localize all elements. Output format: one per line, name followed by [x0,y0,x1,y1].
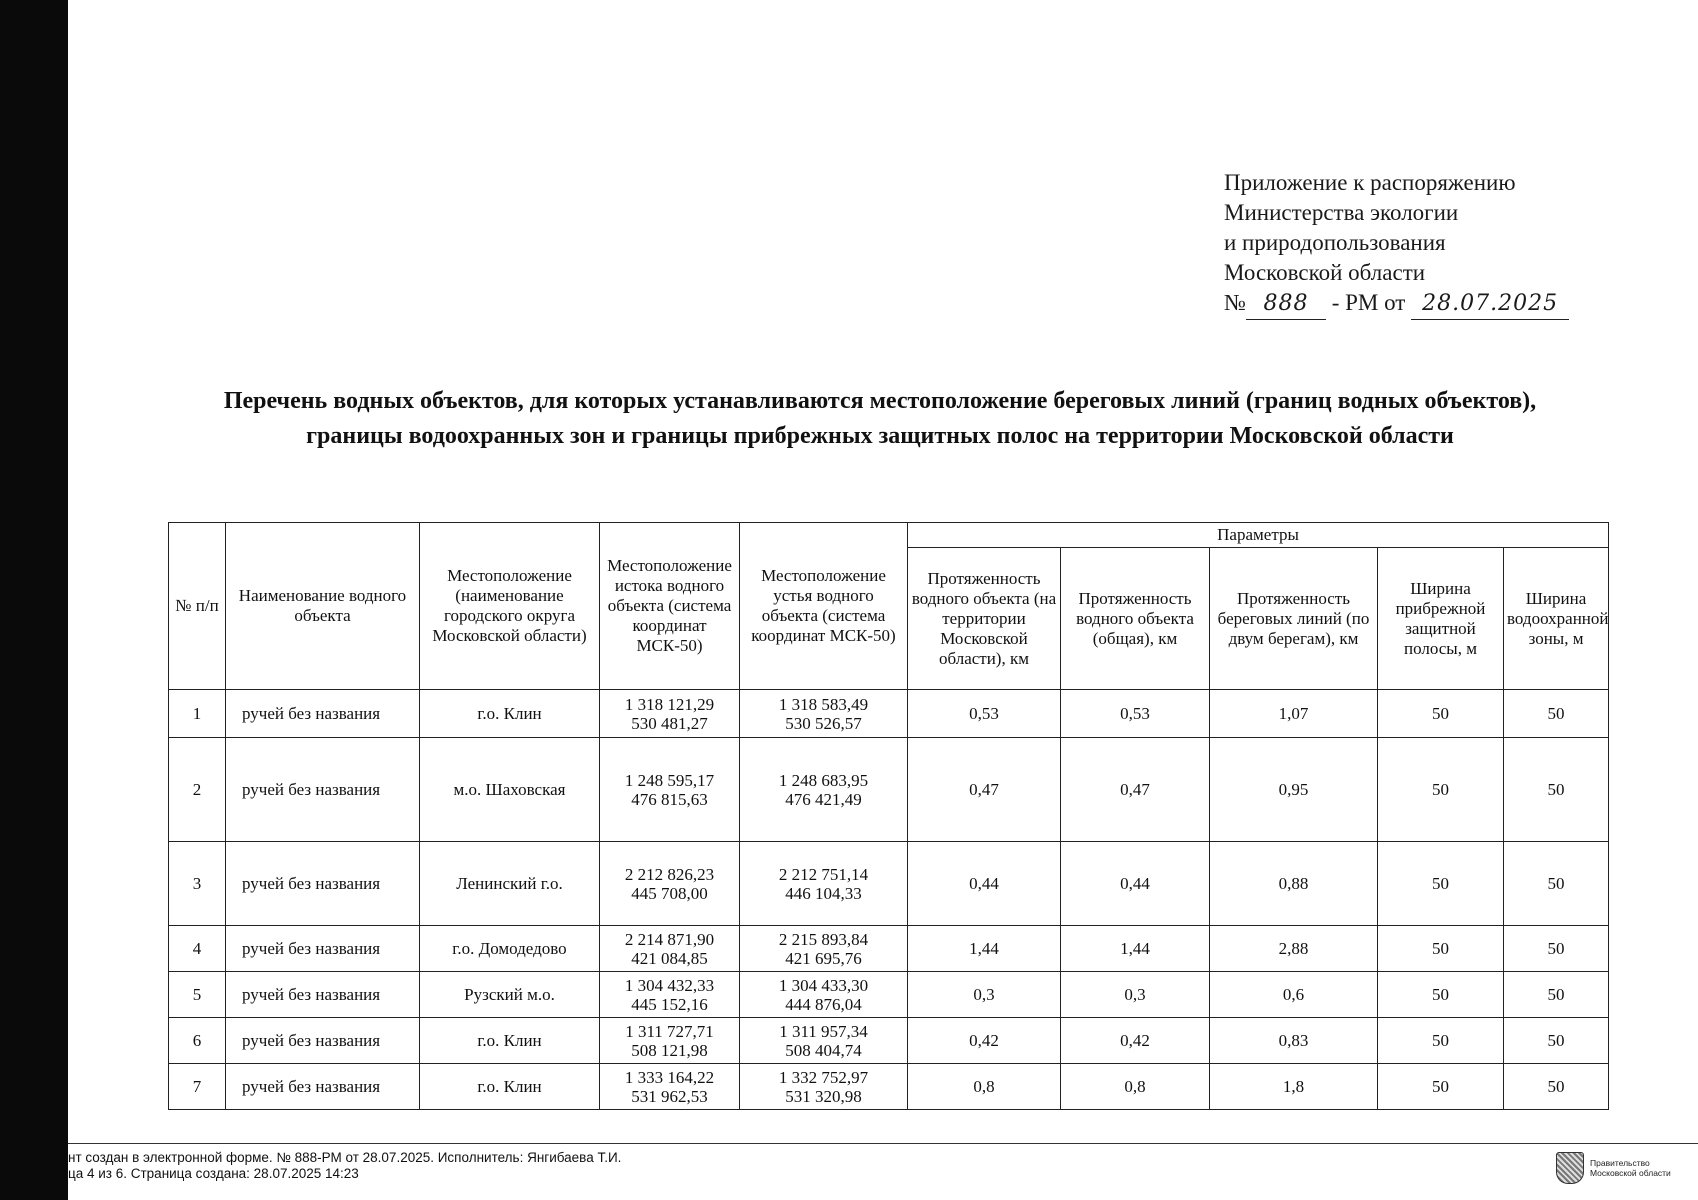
source-y: 531 962,53 [631,1086,708,1106]
cell-len-shore: 2,88 [1210,926,1378,972]
government-logo [1556,1152,1671,1184]
cell-coastal-width: 50 [1378,1064,1504,1110]
header-len-shore: Протяженность береговых линий (по двум берегам), км [1210,548,1378,690]
cell-len-region: 0,42 [908,1018,1061,1064]
source-x: 1 318 121,29 [624,694,715,714]
cell-water-zone-width: 50 [1504,926,1609,972]
table-row [169,1064,1609,1110]
water-objects-table [168,522,1609,1110]
cell-location: г.о. Домодедово [420,926,600,972]
header-params: Параметры [908,523,1609,548]
mouth-x: 2 215 893,84 [778,929,869,949]
cell-len-total: 0,47 [1061,738,1210,842]
source-y: 530 481,27 [631,713,708,733]
cell-coastal-width: 50 [1378,690,1504,738]
order-date-handwritten: 28.07.2025 [1411,289,1569,320]
cell-water-zone-width: 50 [1504,1064,1609,1110]
cell-coastal-width: 50 [1378,738,1504,842]
source-y: 476 815,63 [631,789,708,809]
cell-location: г.о. Клин [420,690,600,738]
appendix-header [1224,168,1644,320]
source-x: 1 311 727,71 [625,1021,714,1041]
cell-name: ручей без названия [226,842,420,926]
document-title: Перечень водных объектов, для которых устанавливаются местоположение береговых линий (границ водных объектов), границы водоохранных зон и границы прибрежных защитных полос на территории Московской области [223,388,1537,449]
header-len-region: Протяженность водного объекта (на территории Московской области), км [908,548,1061,690]
mouth-x: 1 248 683,95 [778,770,869,790]
order-number-line [1224,288,1644,320]
cell-source [600,738,740,842]
logo-text [1590,1158,1671,1178]
cell-len-region: 0,44 [908,842,1061,926]
cell-coastal-width: 50 [1378,926,1504,972]
cell-mouth [740,690,908,738]
source-y: 421 084,85 [631,948,708,968]
mouth-x: 1 318 583,49 [778,694,869,714]
header-line: и природопользования [1224,230,1446,255]
cell-water-zone-width: 50 [1504,1018,1609,1064]
source-y: 445 708,00 [631,883,708,903]
source-x: 1 304 432,33 [624,975,715,995]
table-row [169,842,1609,926]
cell-len-total: 0,42 [1061,1018,1210,1064]
cell-name: ручей без названия [226,738,420,842]
cell-len-total: 0,44 [1061,842,1210,926]
header-num: № п/п [169,523,226,690]
header-line: Московской области [1224,260,1426,285]
cell-location: Рузский м.о. [420,972,600,1018]
cell-source [600,926,740,972]
cell-coastal-width: 50 [1378,842,1504,926]
footer-line-2: ца 4 из 6. Страница создана: 28.07.2025 14:23 [68,1166,359,1181]
cell-name: ручей без названия [226,690,420,738]
cell-name: ручей без названия [226,1064,420,1110]
cell-location: г.о. Клин [420,1018,600,1064]
cell-len-shore: 0,6 [1210,972,1378,1018]
cell-mouth [740,926,908,972]
header-mouth: Местоположение устья водного объекта (система координат МСК-50) [740,523,908,690]
cell-source [600,1064,740,1110]
cell-mouth [740,738,908,842]
cell-location: Ленинский г.о. [420,842,600,926]
source-x: 1 333 164,22 [624,1067,715,1087]
cell-water-zone-width: 50 [1504,842,1609,926]
cell-source [600,842,740,926]
table-row [169,926,1609,972]
cell-source [600,972,740,1018]
mouth-y: 508 404,74 [785,1040,862,1060]
footer-line-1: нт создан в электронной форме. № 888-РМ от 28.07.2025. Исполнитель: Янгибаева Т.И. [68,1150,622,1165]
cell-len-total: 0,53 [1061,690,1210,738]
mouth-x: 2 212 751,14 [778,864,869,884]
cell-num: 4 [169,926,226,972]
cell-len-region: 1,44 [908,926,1061,972]
cell-location: м.о. Шаховская [420,738,600,842]
header-source: Местоположение истока водного объекта (система координат МСК-50) [600,523,740,690]
cell-mouth [740,1064,908,1110]
mouth-y: 531 320,98 [785,1086,862,1106]
source-y: 508 121,98 [631,1040,708,1060]
cell-len-shore: 0,95 [1210,738,1378,842]
mouth-y: 530 526,57 [785,713,862,733]
cell-num: 2 [169,738,226,842]
source-x: 1 248 595,17 [624,770,715,790]
footer-info [68,1150,621,1182]
mouth-y: 476 421,49 [785,789,862,809]
cell-source [600,690,740,738]
mouth-x: 1 304 433,30 [778,975,869,995]
header-name: Наименование водного объекта [226,523,420,690]
cell-len-shore: 1,8 [1210,1064,1378,1110]
logo-line-2: Московской области [1590,1168,1671,1178]
mouth-x: 1 332 752,97 [778,1067,869,1087]
cell-len-shore: 0,88 [1210,842,1378,926]
header-location: Местоположение (наименование городского округа Московской области) [420,523,600,690]
cell-len-total: 0,8 [1061,1064,1210,1110]
cell-num: 1 [169,690,226,738]
cell-len-shore: 1,07 [1210,690,1378,738]
cell-water-zone-width: 50 [1504,738,1609,842]
cell-num: 7 [169,1064,226,1110]
number-mid: - РМ от [1331,290,1406,315]
order-number-handwritten: 888 [1246,289,1326,320]
mouth-y: 446 104,33 [785,883,862,903]
header-line: Министерства экологии [1224,200,1459,225]
cell-mouth [740,972,908,1018]
source-x: 2 212 826,23 [624,864,715,884]
cell-mouth [740,1018,908,1064]
logo-line-1: Правительство [1590,1158,1650,1168]
mouth-x: 1 311 957,34 [779,1021,868,1041]
cell-num: 3 [169,842,226,926]
header-line: Приложение к распоряжению [1224,170,1516,195]
mouth-y: 421 695,76 [785,948,862,968]
cell-len-region: 0,3 [908,972,1061,1018]
table-row [169,738,1609,842]
cell-len-region: 0,8 [908,1064,1061,1110]
cell-coastal-width: 50 [1378,972,1504,1018]
cell-num: 6 [169,1018,226,1064]
mouth-y: 444 876,04 [785,994,862,1014]
coat-of-arms-icon [1556,1152,1584,1184]
cell-mouth [740,842,908,926]
cell-coastal-width: 50 [1378,1018,1504,1064]
table-row [169,1018,1609,1064]
cell-location: г.о. Клин [420,1064,600,1110]
table-row [169,690,1609,738]
cell-len-region: 0,53 [908,690,1061,738]
cell-name: ручей без названия [226,1018,420,1064]
source-y: 445 152,16 [631,994,708,1014]
cell-water-zone-width: 50 [1504,690,1609,738]
cell-len-total: 0,3 [1061,972,1210,1018]
header-len-total: Протяженность водного объекта (общая), км [1061,548,1210,690]
source-x: 2 214 871,90 [624,929,715,949]
number-prefix: № [1224,290,1246,315]
cell-name: ручей без названия [226,972,420,1018]
cell-source [600,1018,740,1064]
scan-edge-bar [0,0,68,1200]
header-coastal-width: Ширина прибрежной защитной полосы, м [1378,548,1504,690]
header-water-zone-width: Ширина водоохранной зоны, м [1504,548,1609,690]
footer-divider [68,1143,1698,1144]
table-row [169,972,1609,1018]
cell-name: ручей без названия [226,926,420,972]
cell-len-shore: 0,83 [1210,1018,1378,1064]
cell-len-total: 1,44 [1061,926,1210,972]
cell-water-zone-width: 50 [1504,972,1609,1018]
cell-len-region: 0,47 [908,738,1061,842]
cell-num: 5 [169,972,226,1018]
